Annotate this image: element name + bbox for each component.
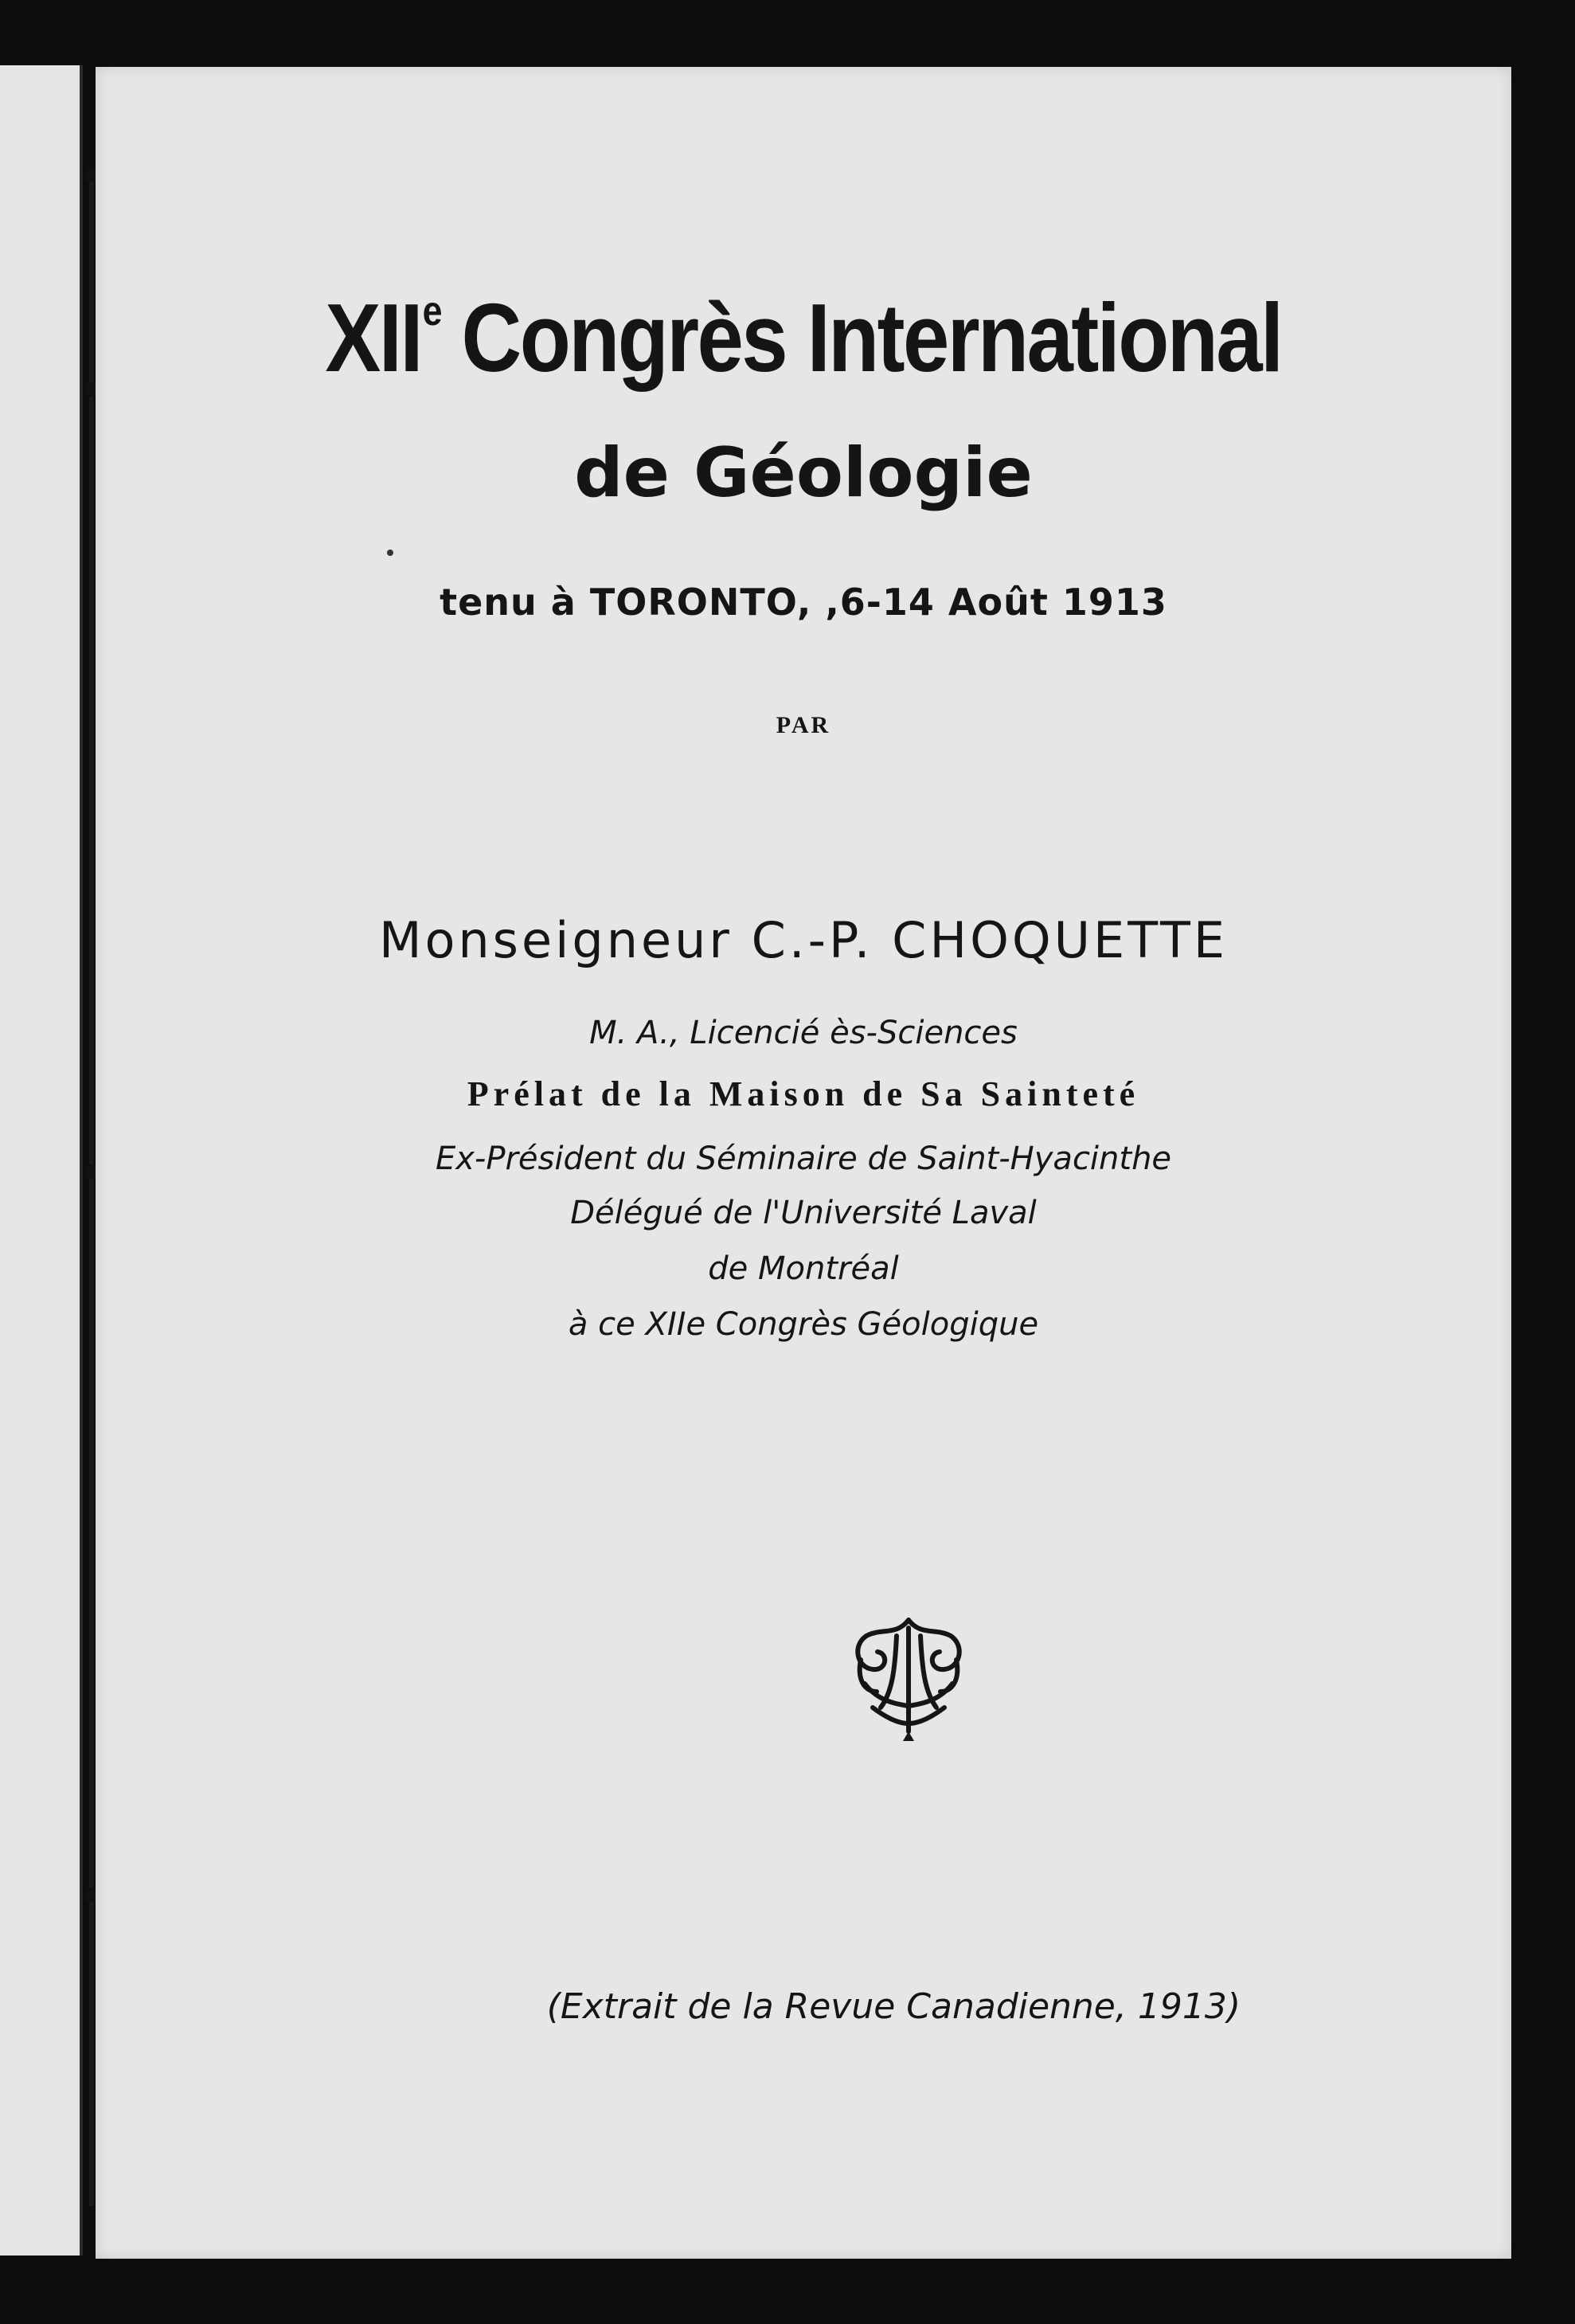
congress-title-rest: Congrès International [440, 284, 1282, 392]
author-degree: M. A., Licencié ès-Sciences [589, 1015, 1018, 1051]
author-university-city: de Montréal [708, 1250, 899, 1287]
par-label: PAR [776, 712, 831, 738]
speck [387, 550, 393, 556]
held-line: tenu à TORONTO, ,6-14 Août 1913 [440, 581, 1167, 624]
congress-number: XII [325, 284, 421, 392]
congress-ordinal: e [422, 288, 440, 335]
subject-title: de Géologie [574, 433, 1033, 513]
author-congress: à ce XIIe Congrès Géologique [568, 1306, 1039, 1343]
author-ex-president: Ex-Président du Séminaire de Saint-Hyacinthe [435, 1140, 1172, 1177]
adjacent-page-edge [0, 65, 83, 2256]
congress-title [194, 282, 1412, 393]
author-name: Monseigneur C.-P. CHOQUETTE [378, 911, 1229, 969]
fleuron-ornament-icon [849, 1612, 968, 1747]
author-delegate: Délégué de l'Université Laval [570, 1195, 1037, 1231]
title-page [96, 67, 1511, 2259]
source-note: (Extrait de la Revue Canadienne, 1913) [546, 1986, 1241, 2027]
author-prelate: Prélat de la Maison de Sa Sainteté [467, 1074, 1140, 1113]
